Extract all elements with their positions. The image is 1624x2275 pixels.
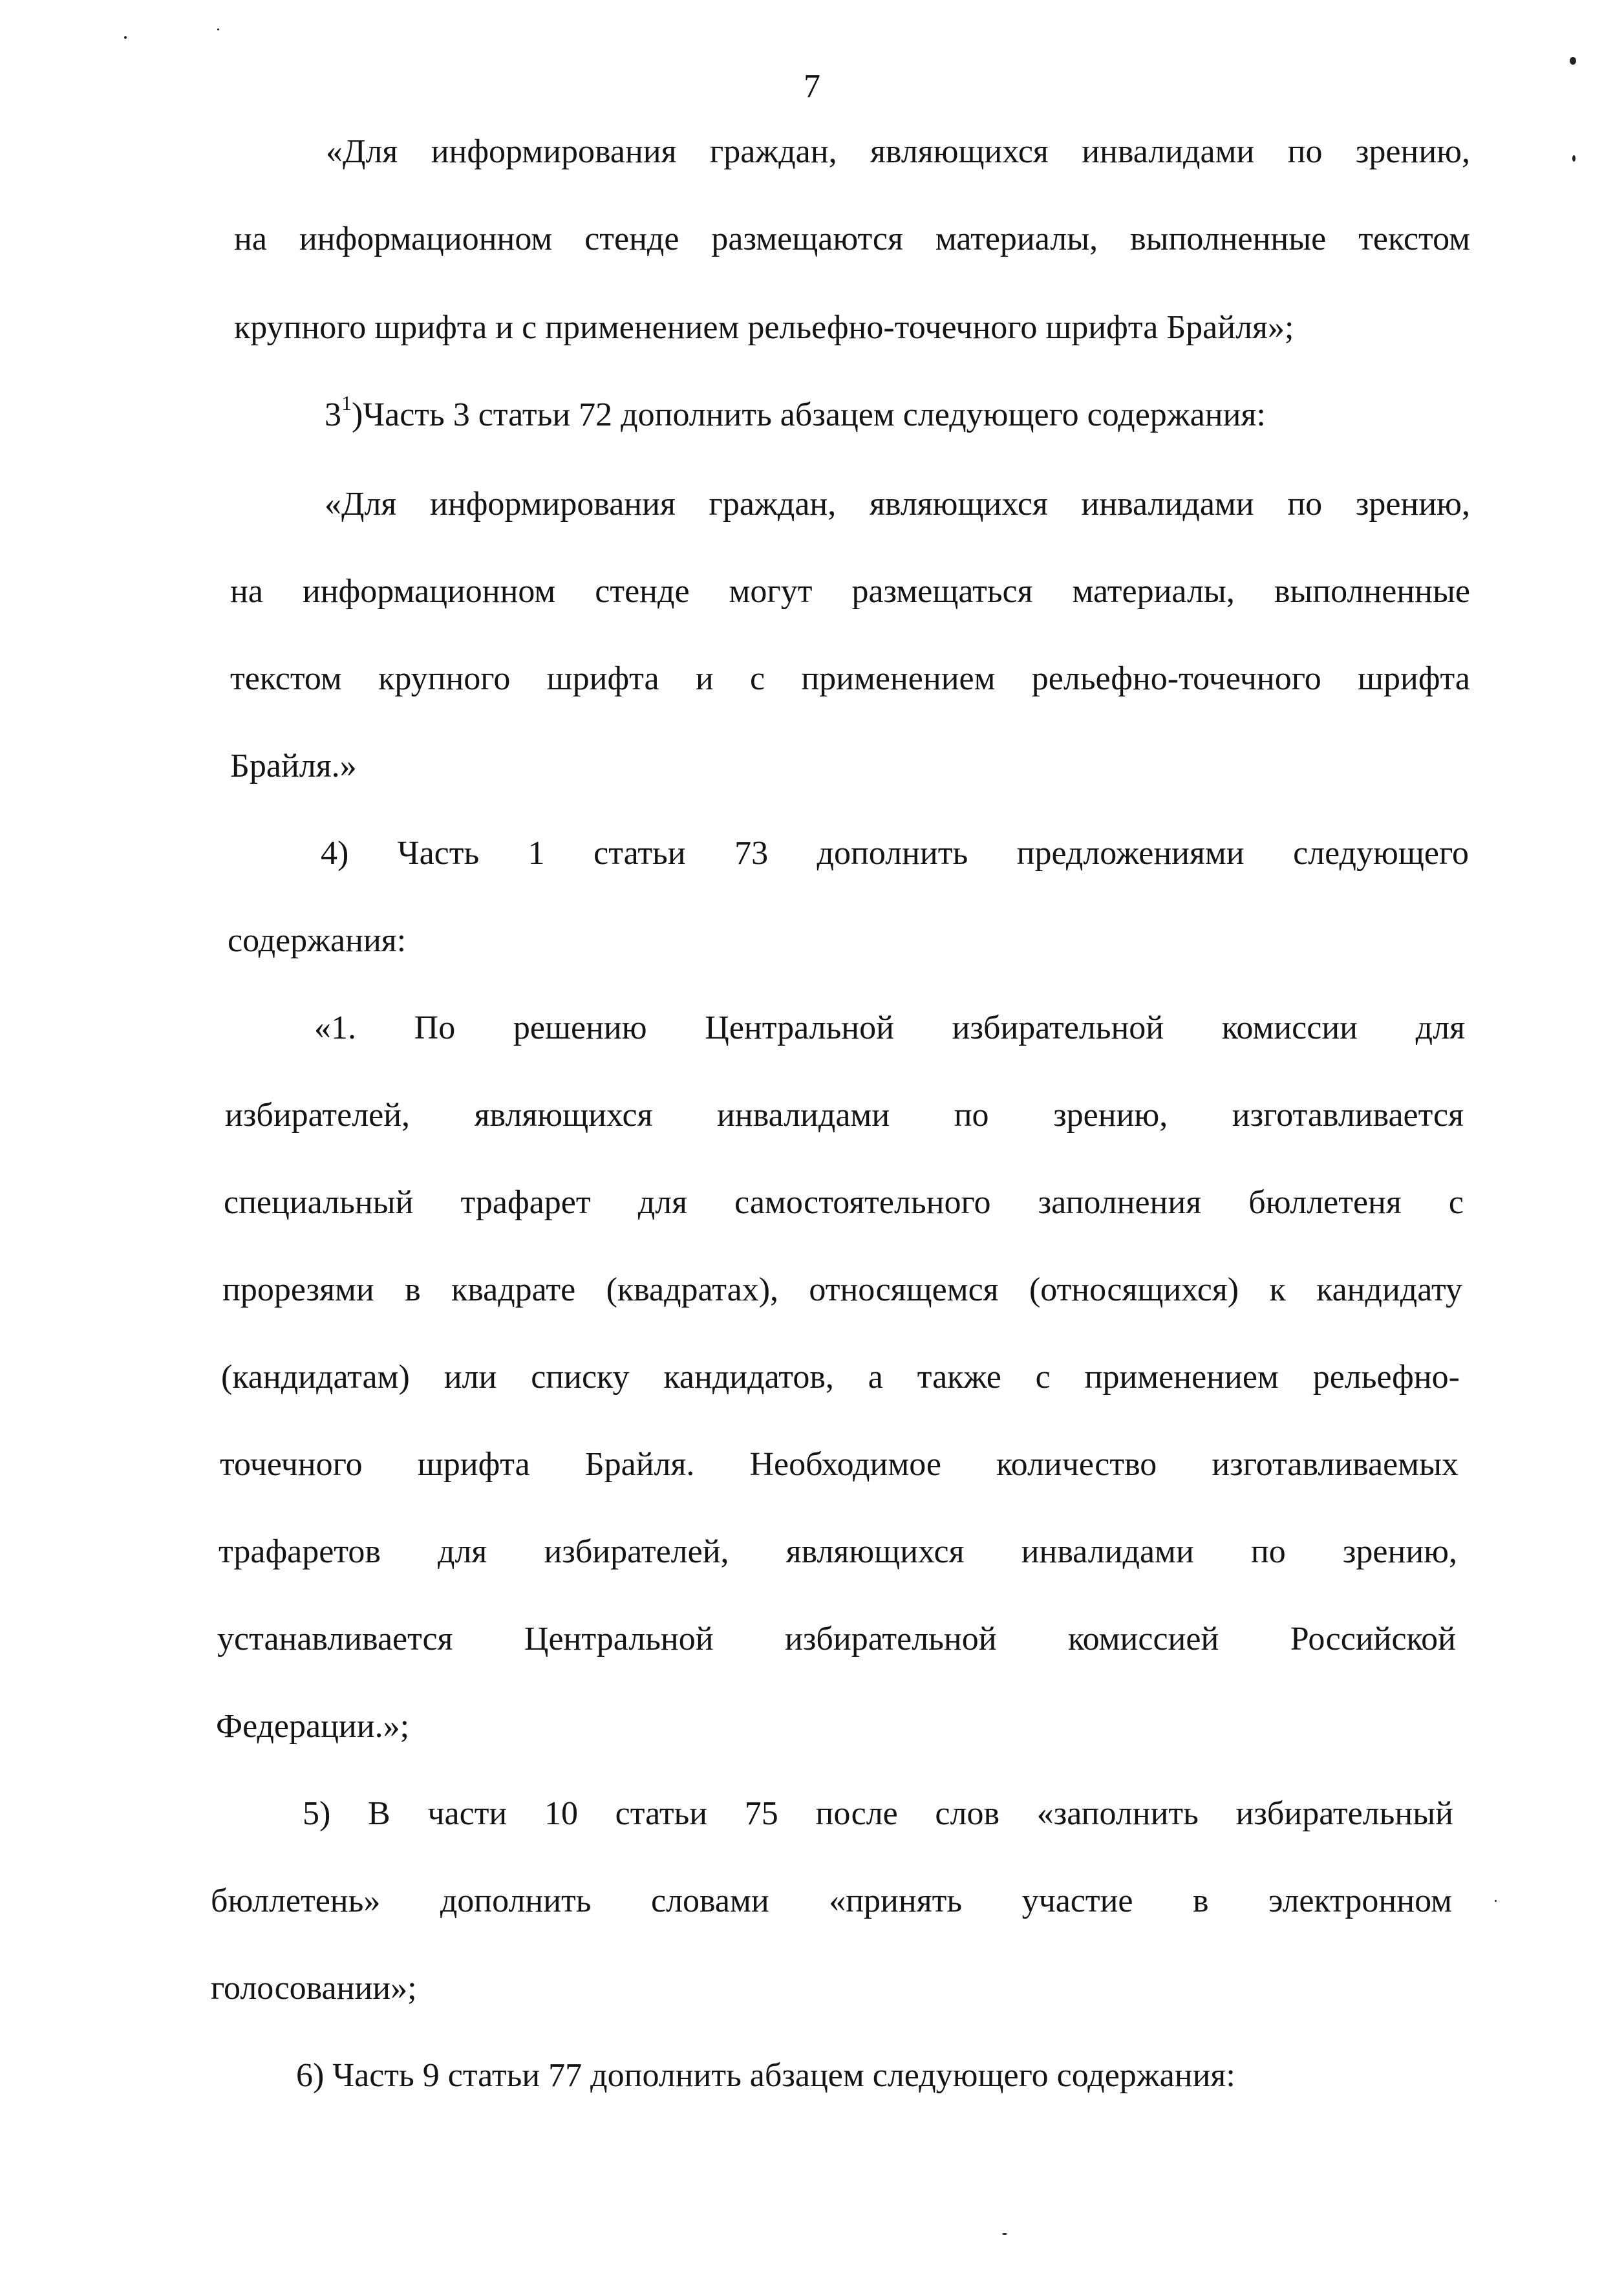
text-line-8: Брайля.» [230, 748, 357, 784]
text-line-6: на информационном стенде могут размещаться материалы, выполненные [230, 573, 1470, 610]
text-line-23: 6) Часть 9 статьи 77 дополнить абзацем следующего содержания: [296, 2057, 1235, 2094]
text-line-3: крупного шрифта и с применением рельефно-точечного шрифта Брайля»; [234, 309, 1294, 346]
text-line-18: устанавливается Центральной избирательной комиссией Российской [217, 1621, 1456, 1657]
item-3-1-line [325, 391, 1266, 435]
text-line-5: «Для информирования граждан, являющихся инвалидами по зрению, [325, 486, 1470, 523]
item-number-close: ) [352, 396, 363, 433]
text-line-15: (кандидатам) или списку кандидатов, а также с применением рельефно- [221, 1359, 1460, 1396]
scan-speck [217, 28, 219, 30]
scan-speck [1570, 57, 1576, 65]
item-number: 3 [325, 396, 341, 433]
page-number: 7 [804, 68, 820, 105]
item-superscript: 1 [341, 391, 352, 415]
text-line-21: бюллетень» дополнить словами «принять участие в электронном [211, 1882, 1452, 1919]
text-line-9: 4) Часть 1 статьи 73 дополнить предложениями следующего [321, 835, 1469, 872]
scan-speck [1002, 2233, 1007, 2235]
text-line-1: «Для информирования граждан, являющихся инвалидами по зрению, [326, 133, 1470, 170]
scan-speck [124, 36, 127, 39]
text-line-11: «1. По решению Центральной избирательной комиссии для [314, 1009, 1465, 1046]
text-line-13: специальный трафарет для самостоятельного заполнения бюллетеня с [224, 1184, 1464, 1221]
text-line-19: Федерации.»; [216, 1708, 410, 1745]
scan-speck [1495, 1900, 1497, 1902]
text-line-16: точечного шрифта Брайля. Необходимое количество изготавливаемых [220, 1446, 1458, 1483]
text-line-14: прорезями в квадрате (квадратах), относящемся (относящихся) к кандидату [222, 1271, 1462, 1308]
text-line-12: избирателей, являющихся инвалидами по зрению, изготавливается [225, 1097, 1464, 1134]
text-line-2: на информационном стенде размещаются материалы, выполненные текстом [234, 221, 1470, 257]
text-line-10: содержания: [228, 922, 407, 959]
item-3-1-text: Часть 3 статьи 72 дополнить абзацем следующего содержания: [363, 396, 1266, 433]
text-line-7: текстом крупного шрифта и с применением рельефно-точечного шрифта [230, 660, 1470, 697]
scan-speck [1572, 155, 1576, 162]
text-line-20: 5) В части 10 статьи 75 после слов «заполнить избирательный [303, 1795, 1453, 1832]
text-line-22: голосовании»; [211, 1970, 417, 2007]
text-line-17: трафаретов для избирателей, являющихся инвалидами по зрению, [219, 1533, 1457, 1570]
